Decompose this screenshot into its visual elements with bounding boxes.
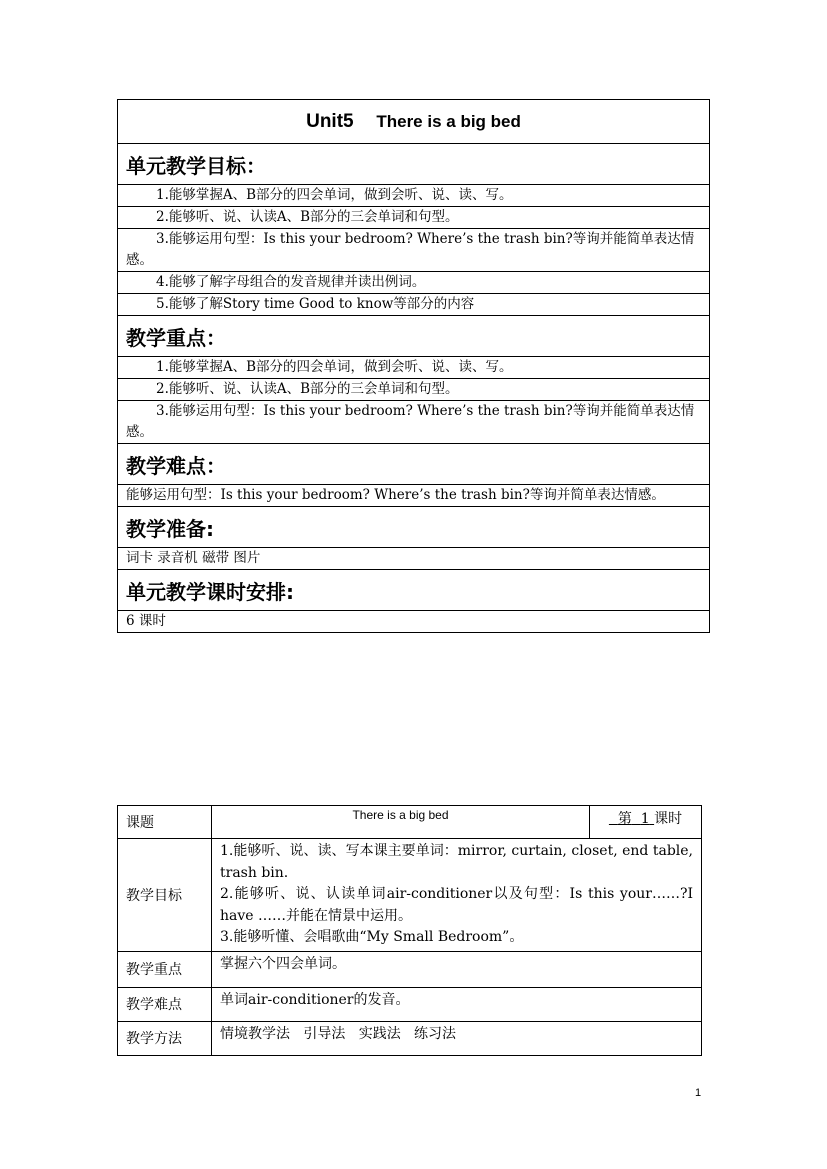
lesson-plan-table — [117, 805, 702, 1056]
method-value: 情境教学法 引导法 实践法 练习法 — [212, 1021, 702, 1055]
unit-label: Unit5 — [306, 110, 354, 132]
difficult-points-text: 能够运用句型：Is this your bedroom? Where’s the trash bin?等询并简单表达情感。 — [118, 485, 710, 507]
goal-item: 4.能够了解字母组合的发音规律并读出例词。 — [118, 272, 710, 294]
key-value: 掌握六个四会单词。 — [212, 951, 702, 987]
preparation-heading: 教学准备: — [118, 507, 710, 548]
lesson-goal-item: 2.能够听、说、认读单词air-conditioner以及句型：Is this your……?I have ……并能在情景中运用。 — [220, 886, 693, 924]
schedule-text: 6 课时 — [118, 611, 710, 633]
lesson-number-cell — [590, 806, 702, 839]
topic-value: There is a big bed — [212, 806, 590, 839]
goal-item: 3.能够运用句型：Is this your bedroom? Where’s the trash bin?等询并能简单表达情感。 — [118, 229, 710, 272]
lesson-goal-item: 3.能够听懂、会唱歌曲“My Small Bedroom”。 — [220, 929, 524, 945]
method-label: 教学方法 — [118, 1021, 212, 1055]
preparation-text: 词卡 录音机 磁带 图片 — [118, 548, 710, 570]
difficult-points-heading: 教学难点： — [118, 444, 710, 485]
goals-heading: 单元教学目标： — [118, 144, 710, 185]
lesson-goal-item: 1.能够听、说、读、写本课主要单词：mirror, curtain, closet, end table, trash bin. — [220, 843, 693, 881]
key-point-item: 2.能够听、说、认读A、B部分的三会单词和句型。 — [118, 379, 710, 401]
goal-item: 1.能够掌握A、B部分的四会单词，做到会听、说、读、写。 — [118, 185, 710, 207]
goals-label: 教学目标 — [118, 839, 212, 952]
difficult-value: 单词air-conditioner的发音。 — [212, 987, 702, 1021]
lesson-prefix: 第 1 — [617, 811, 650, 827]
topic-label: 课题 — [118, 806, 212, 839]
unit-title-cell — [118, 100, 710, 144]
key-point-item: 3.能够运用句型：Is this your bedroom? Where’s the trash bin?等询并能简单表达情感。 — [118, 401, 710, 444]
unit-overview-table — [117, 99, 710, 633]
goal-item: 5.能够了解Story time Good to know等部分的内容 — [118, 294, 710, 316]
goals-content — [212, 839, 702, 952]
unit-title: There is a big bed — [376, 111, 521, 131]
key-label: 教学重点 — [118, 951, 212, 987]
difficult-label: 教学难点 — [118, 987, 212, 1021]
key-point-item: 1.能够掌握A、B部分的四会单词，做到会听、说、读、写。 — [118, 357, 710, 379]
page-number: 1 — [695, 1087, 702, 1099]
lesson-suffix: 课时 — [654, 811, 683, 827]
key-points-heading: 教学重点： — [118, 316, 710, 357]
goal-item: 2.能够听、说、认读A、B部分的三会单词和句型。 — [118, 207, 710, 229]
lesson-number: 1 — [640, 811, 650, 827]
schedule-heading: 单元教学课时安排: — [118, 570, 710, 611]
